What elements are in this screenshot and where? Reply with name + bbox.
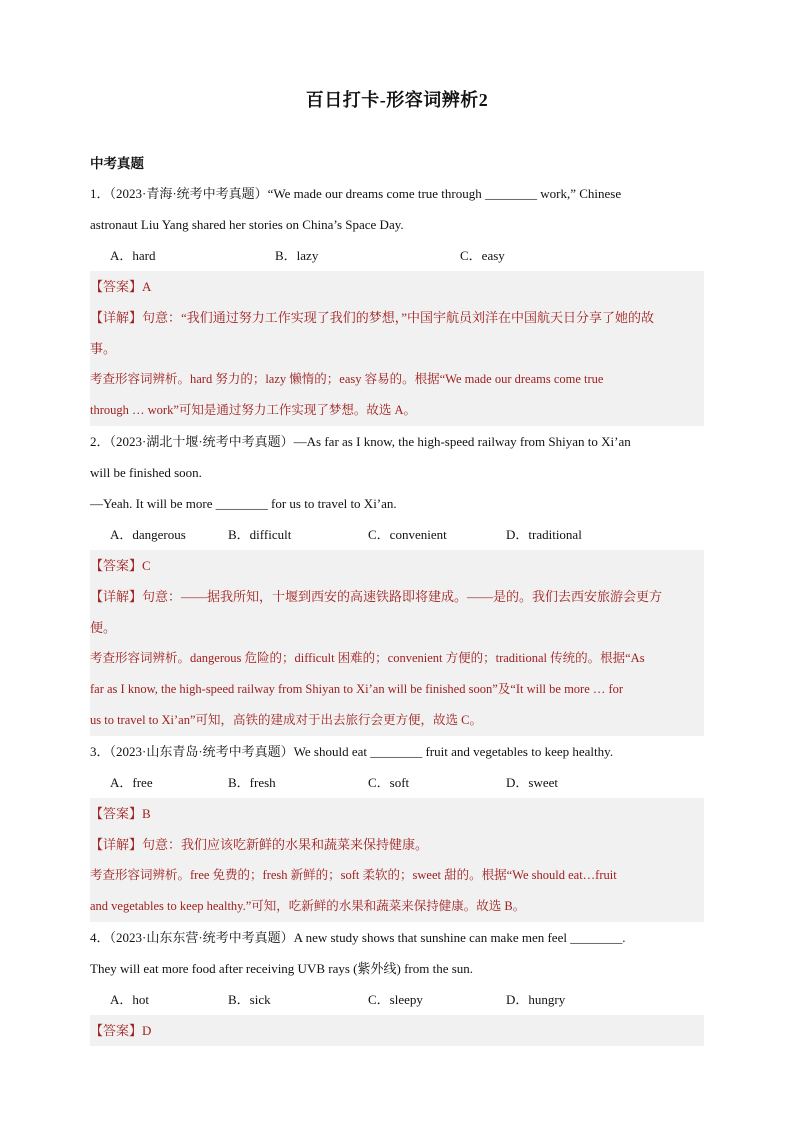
detail-line: 【详解】句意：“我们通过努力工作实现了我们的梦想，”中国宇航员刘洋在中国航天日分享了她的故 bbox=[90, 310, 655, 325]
option-b: B．fresh bbox=[228, 775, 276, 790]
section-heading: 中考真题 bbox=[90, 156, 144, 171]
option-d: D．traditional bbox=[506, 527, 582, 542]
analysis-line: through … work”可知是通过努力工作实现了梦想。故选 A。 bbox=[90, 403, 417, 417]
option-b: B．lazy bbox=[275, 248, 319, 263]
answer-label: 【答案】B bbox=[90, 806, 151, 821]
answer-block-3 bbox=[90, 798, 704, 922]
question-line: 2．（2023·湖北十堰·统考中考真题）—As far as I know, the high-speed railway from Shiyan to Xi’an bbox=[90, 434, 631, 449]
option-c: C．soft bbox=[368, 775, 410, 790]
question-line: 3．（2023·山东青岛·统考中考真题）We should eat ________ fruit and vegetables to keep healthy. bbox=[90, 744, 614, 759]
document-body bbox=[90, 150, 704, 1046]
options-row bbox=[90, 519, 704, 550]
question-line: 1．（2023·青海·统考中考真题）“We made our dreams come true through ________ work,” Chinese bbox=[90, 186, 622, 201]
question-line: They will eat more food after receiving UVB rays (紫外线) from the sun. bbox=[90, 961, 474, 976]
option-d: D．hungry bbox=[506, 992, 566, 1007]
answer-label: 【答案】A bbox=[90, 279, 152, 294]
question-3 bbox=[90, 736, 704, 798]
options-row bbox=[90, 240, 704, 271]
question-1 bbox=[90, 178, 704, 271]
page-title: 百日打卡-形容词辨析2 bbox=[305, 90, 489, 110]
detail-line: 【详解】句意：我们应该吃新鲜的水果和蔬菜来保持健康。 bbox=[90, 837, 429, 852]
option-a: A．free bbox=[110, 775, 153, 790]
question-line: 4．（2023·山东东营·统考中考真题）A new study shows that sunshine can make men feel ________. bbox=[90, 930, 626, 945]
options-row bbox=[90, 984, 704, 1015]
analysis-line: far as I know, the high-speed railway from Shiyan to Xi’an will be finished soon”及“It will be more … for bbox=[90, 682, 624, 696]
option-c: C．easy bbox=[460, 248, 505, 263]
answer-block-1 bbox=[90, 271, 704, 426]
detail-line: 事。 bbox=[90, 341, 117, 356]
option-c: C．convenient bbox=[368, 527, 447, 542]
analysis-line: 考查形容词辨析。free 免费的；fresh 新鲜的；soft 柔软的；sweet 甜的。根据“We should eat…fruit bbox=[90, 868, 617, 882]
question-4 bbox=[90, 922, 704, 1015]
option-a: A．hot bbox=[110, 992, 150, 1007]
analysis-line: us to travel to Xi’an”可知，高铁的建成对于出去旅行会更方便，故选 C。 bbox=[90, 713, 482, 727]
question-line: —Yeah. It will be more ________ for us to travel to Xi’an. bbox=[90, 496, 397, 511]
answer-label: 【答案】D bbox=[90, 1023, 152, 1038]
option-c: C．sleepy bbox=[368, 992, 423, 1007]
analysis-line: 考查形容词辨析。dangerous 危险的；difficult 困难的；convenient 方便的；traditional 传统的。根据“As bbox=[90, 651, 645, 665]
detail-line: 便。 bbox=[90, 620, 117, 635]
option-a: A．hard bbox=[110, 248, 156, 263]
question-line: astronaut Liu Yang shared her stories on China’s Space Day. bbox=[90, 217, 404, 232]
option-b: B．sick bbox=[228, 992, 271, 1007]
question-2 bbox=[90, 426, 704, 550]
answer-block-2 bbox=[90, 550, 704, 736]
answer-label: 【答案】C bbox=[90, 558, 151, 573]
answer-block-4 bbox=[90, 1015, 704, 1046]
analysis-line: 考查形容词辨析。hard 努力的；lazy 懒惰的；easy 容易的。根据“We made our dreams come true bbox=[90, 372, 604, 386]
question-line: will be finished soon. bbox=[90, 465, 202, 480]
analysis-line: and vegetables to keep healthy.”可知，吃新鲜的水果和蔬菜来保持健康。故选 B。 bbox=[90, 899, 526, 913]
option-d: D．sweet bbox=[506, 775, 558, 790]
detail-line: 【详解】句意：——据我所知，十堰到西安的高速铁路即将建成。——是的。我们去西安旅游会更方 bbox=[90, 589, 663, 604]
option-a: A．dangerous bbox=[110, 527, 186, 542]
option-b: B．difficult bbox=[228, 527, 292, 542]
options-row bbox=[90, 767, 704, 798]
